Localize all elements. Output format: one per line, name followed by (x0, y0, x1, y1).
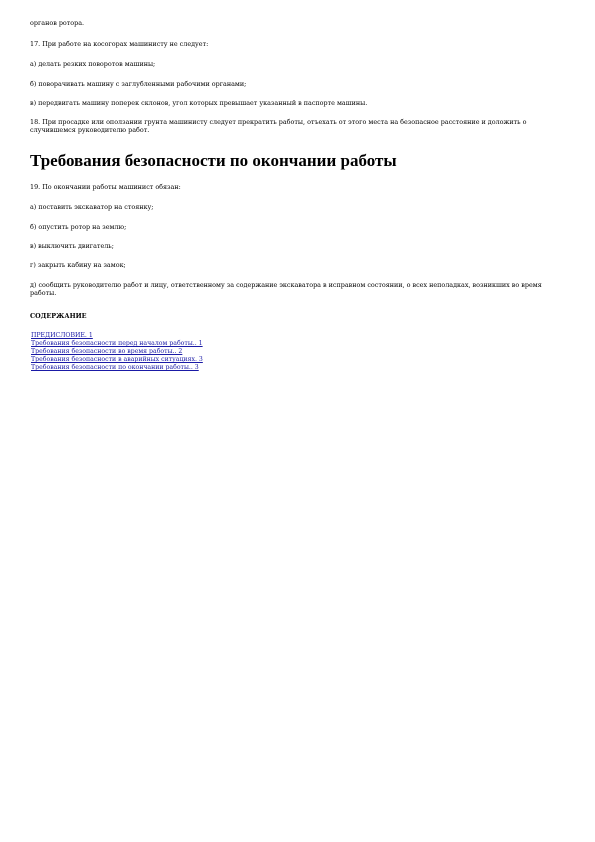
paragraph-continuation: органов ротора. (30, 19, 85, 27)
paragraph-item-17c: в) передвигать машину поперек склонов, угол которых превышает указанный в паспорте машины. (30, 99, 368, 107)
toc-link-during-work[interactable]: Требования безопасности во время работы.. 2 (31, 348, 183, 355)
paragraph-item-19: 19. По окончании работы машинист обязан: (30, 183, 181, 191)
toc-link-before-work[interactable]: Требования безопасности перед началом работы.. 1 (31, 340, 203, 347)
paragraph-item-19e: д) сообщить руководителю работ и лицу, ответственному за содержание экскаватора в исправном состоянии, о всех неполадках, возникших во время работы. (30, 281, 542, 297)
toc-link-after-work[interactable]: Требования безопасности по окончании работы.. 3 (31, 364, 199, 371)
table-of-contents (31, 332, 291, 372)
paragraph-item-17a: а) делать резких поворотов машины; (30, 60, 156, 68)
paragraph-item-19a: а) поставить экскаватор на стоянку; (30, 203, 154, 211)
paragraph-item-19c: в) выключить двигатель; (30, 242, 114, 250)
toc-link-preface[interactable]: ПРЕДИСЛОВИЕ. 1 (31, 332, 93, 339)
paragraph-item-17b: б) поворачивать машину с заглубленными рабочими органами; (30, 80, 247, 88)
paragraph-item-18: 18. При просадке или оползании грунта машинисту следует прекратить работы, отъехать от этого места на безопасное расстояние и доложить о случившемся руководителю работ. (30, 118, 527, 134)
toc-title: СОДЕРЖАНИЕ (30, 312, 87, 320)
paragraph-item-17: 17. При работе на косогорах машинисту не следует: (30, 40, 209, 48)
section-heading: Требования безопасности по окончании работы (30, 151, 397, 170)
paragraph-item-19d: г) закрыть кабину на замок; (30, 261, 126, 269)
paragraph-item-19b: б) опустить ротор на землю; (30, 223, 127, 231)
toc-link-emergency[interactable]: Требования безопасности в аварийных ситуациях. 3 (31, 356, 203, 363)
